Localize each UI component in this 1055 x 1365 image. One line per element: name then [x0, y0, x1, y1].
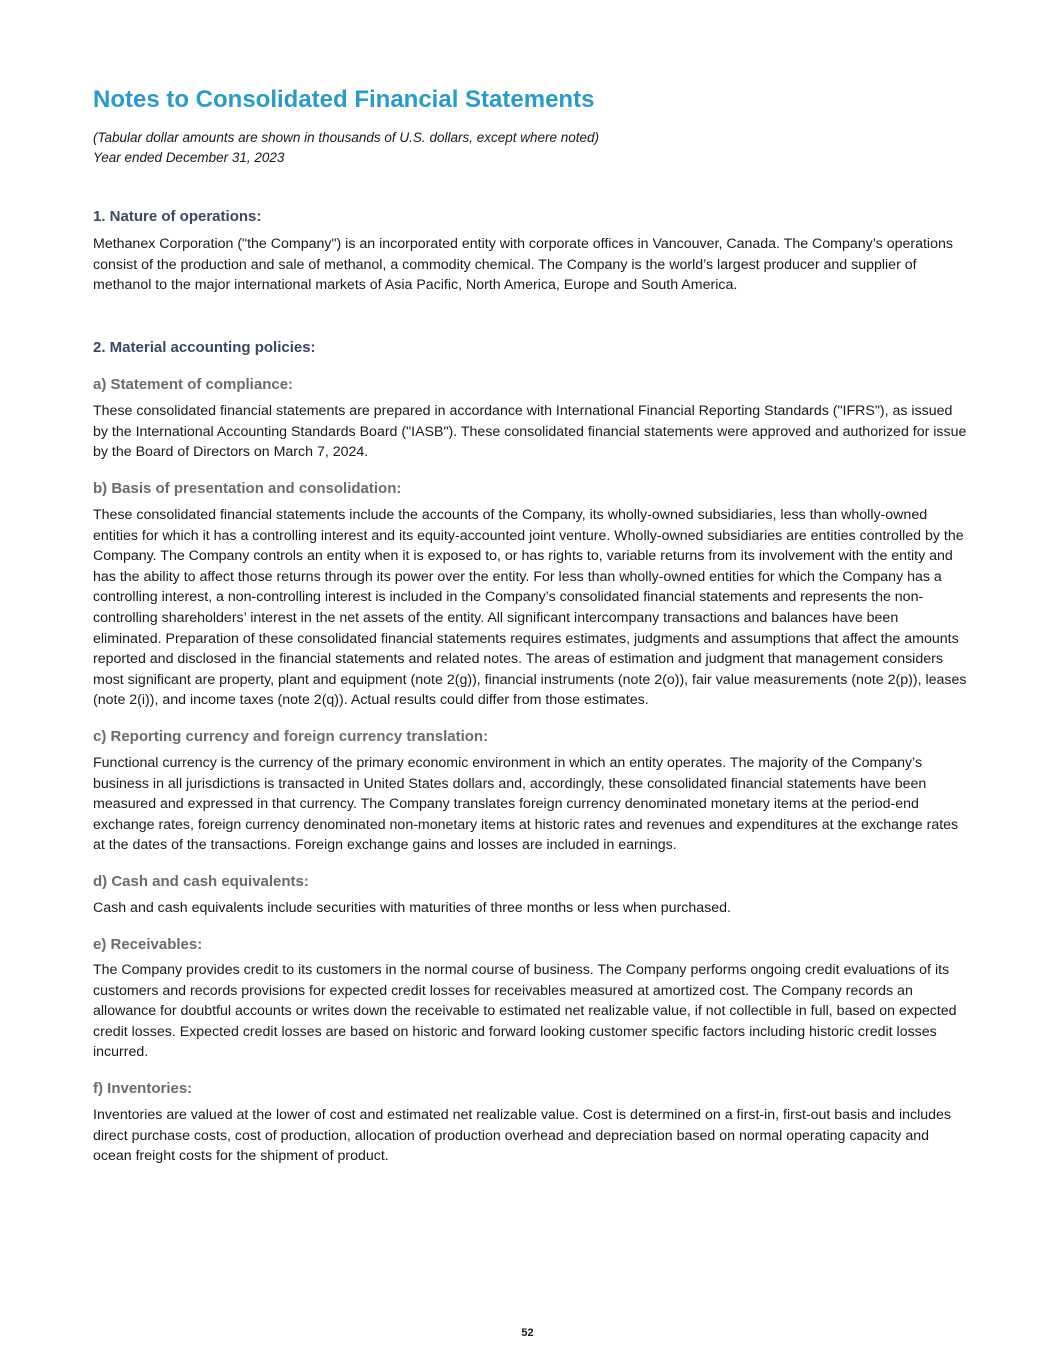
page-number: 52 — [521, 1327, 534, 1339]
section-heading-policies: 2. Material accounting policies: — [93, 339, 316, 356]
paragraph-cash: Cash and cash equivalents include securities with maturities of three months or less when purchased. — [93, 900, 731, 916]
subheading-inventories: f) Inventories: — [93, 1080, 193, 1097]
paragraph-compliance: These consolidated financial statements are prepared in accordance with International Financial Reporting Standards ("IFRS"), as issued by the International Accounting Standards Board ("IASB"). These consolidated financial statements were approved and authorized for issue by the Board of Directors on March 7, 2024. — [93, 403, 967, 461]
paragraph-currency: Functional currency is the currency of the primary economic environment in which an entity operates. The majority of the Company’s business in all jurisdictions is transacted in United States dollars and, accordingly, these consolidated financial statements have been measured and expressed in that currency. The Company translates foreign currency denominated monetary items at the period-end exchange rates, foreign currency denominated non-monetary items at historic rates and revenues and expenditures at the exchange rates at the dates of the transactions. Foreign exchange gains and losses are included in earnings. — [93, 755, 959, 854]
subtitle-note: (Tabular dollar amounts are shown in thousands of U.S. dollars, except where noted) — [93, 130, 600, 145]
page-subtitle — [93, 128, 968, 168]
paragraph-basis: These consolidated financial statements include the accounts of the Company, its wholly-owned subsidiaries, less than wholly-owned entities for which it has a controlling interest and its equity-accounted joint venture. Wholly-owned subsidiaries are entities controlled by the Company. The Company controls an entity when it is exposed to, or has rights to, variable returns from its involvement with the entity and has the ability to affect those returns through its power over the entity. For less than wholly-owned entities for which the Company has a controlling interest, a non-controlling interest is included in the Company’s consolidated financial statements and represents the non-controlling shareholders’ interest in the net assets of the entity. All significant intercompany transactions and balances have been eliminated. Preparation of these consolidated financial statements requires estimates, judgments and assumptions that affect the amounts reported and disclosed in the financial statements and related notes. The areas of estimation and judgment that management considers most significant are property, plant and equipment (note 2(g)), financial instruments (note 2(o)), fair value measurements (note 2(p)), leases (note 2(i)), and income taxes (note 2(q)). Actual results could differ from those estimates. — [93, 507, 967, 709]
subtitle-period: Year ended December 31, 2023 — [93, 150, 285, 165]
paragraph-nature: Methanex Corporation ("the Company") is an incorporated entity with corporate offices in Vancouver, Canada. The Company’s operations consist of the production and sale of methanol, a commodity chemical. The Company is the world’s largest producer and supplier of methanol to the major international markets of Asia Pacific, North America, Europe and South America. — [93, 236, 953, 294]
subheading-compliance: a) Statement of compliance: — [93, 376, 294, 393]
subheading-basis: b) Basis of presentation and consolidation: — [93, 480, 402, 497]
page-title: Notes to Consolidated Financial Statements — [93, 86, 595, 113]
section-heading-nature: 1. Nature of operations: — [93, 208, 262, 225]
paragraph-receivables: The Company provides credit to its customers in the normal course of business. The Company performs ongoing credit evaluations of its customers and records provisions for expected credit losses for receivables measured at amortized cost. The Company records an allowance for doubtful accounts or writes down the receivable to estimated net realizable value, if not collectible in full, based on expected credit losses. Expected credit losses are based on historic and forward looking customer specific factors including historic credit losses incurred. — [93, 962, 957, 1061]
paragraph-inventories: Inventories are valued at the lower of cost and estimated net realizable value. Cost is determined on a first-in, first-out basis and includes direct purchase costs, cost of production, allocation of production overhead and depreciation based on normal operating capacity and ocean freight costs for the shipment of product. — [93, 1107, 952, 1165]
subheading-cash: d) Cash and cash equivalents: — [93, 873, 309, 890]
subheading-receivables: e) Receivables: — [93, 936, 203, 953]
subheading-currency: c) Reporting currency and foreign currency translation: — [93, 728, 489, 745]
